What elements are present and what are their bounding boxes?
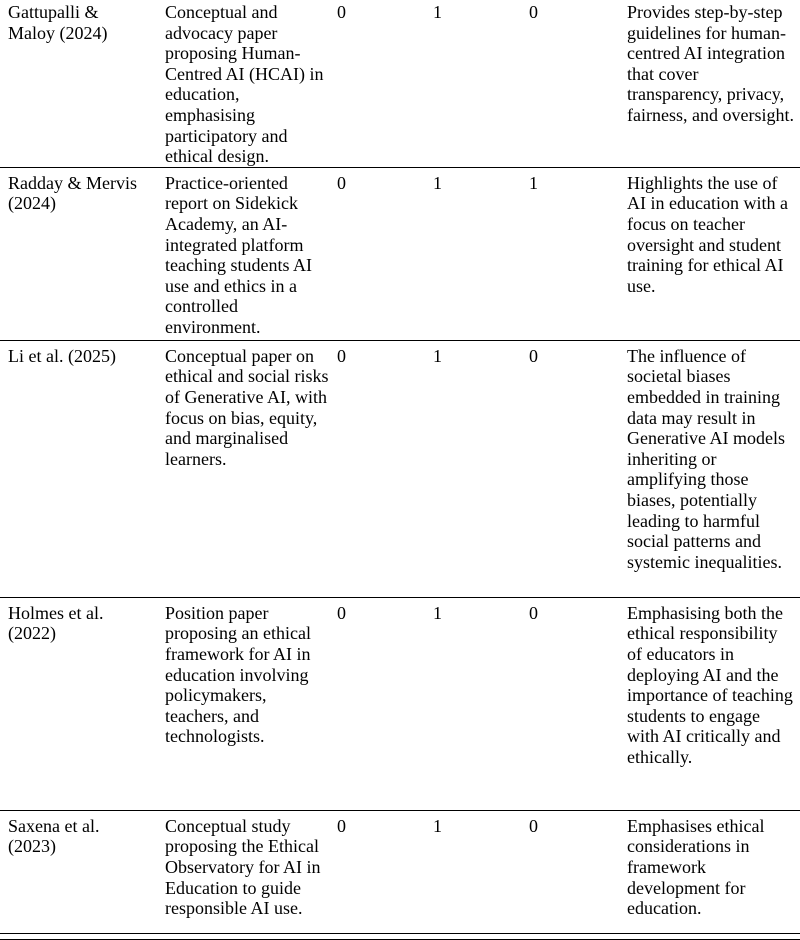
author-cell: Gattupalli & Maloy (2024) xyxy=(8,2,108,43)
score-cell-3: 0 xyxy=(529,602,538,623)
table-row xyxy=(0,167,800,340)
author-cell: Li et al. (2025) xyxy=(8,345,116,366)
author-cell: Radday & Mervis (2024) xyxy=(8,172,137,214)
table-row xyxy=(0,597,800,810)
table-row xyxy=(0,340,800,597)
score-cell-2: 1 xyxy=(433,2,442,22)
score-cell-2: 1 xyxy=(433,345,442,366)
score-cell-3: 0 xyxy=(529,2,538,22)
description-cell: Conceptual study proposing the Ethical Observatory for AI in Education to guide responsible AI use. xyxy=(165,815,321,919)
description-cell: Conceptual and advocacy paper proposing Human-Centred AI (HCAI) in education, emphasising participatory and ethical design. xyxy=(165,2,324,167)
description-cell: Practice-oriented report on Sidekick Academy, an AI-integrated platform teaching students AI use and ethics in a controlled environment. xyxy=(165,172,312,337)
author-cell: Saxena et al. (2023) xyxy=(8,815,100,857)
table-row xyxy=(0,0,800,167)
score-cell-2: 1 xyxy=(433,172,442,193)
findings-cell: Emphasises ethical considerations in framework development for education. xyxy=(627,815,765,919)
score-cell-1: 0 xyxy=(337,172,346,193)
findings-cell: Highlights the use of AI in education with a focus on teacher oversight and student training for ethical AI use. xyxy=(627,172,788,296)
findings-cell: Emphasising both the ethical responsibility of educators in deploying AI and the importance of teaching students to engage with AI critically and ethically. xyxy=(627,602,793,767)
description-cell: Position paper proposing an ethical framework for AI in education involving policymakers, teachers, and technologists. xyxy=(165,602,311,747)
table-row xyxy=(0,810,800,933)
score-cell-2: 1 xyxy=(433,602,442,623)
score-cell-3: 0 xyxy=(529,815,538,836)
score-cell-1: 0 xyxy=(337,815,346,836)
findings-cell: The influence of societal biases embedded in training data may result in Generative AI models inheriting or amplifying those biases, potentially leading to harmful social patterns and systemic inequalities. xyxy=(627,345,785,572)
description-cell: Conceptual paper on ethical and social risks of Generative AI, with focus on bias, equity, and marginalised learners. xyxy=(165,345,329,469)
score-cell-1: 0 xyxy=(337,345,346,366)
score-cell-3: 0 xyxy=(529,345,538,366)
score-cell-3: 1 xyxy=(529,172,538,193)
score-cell-1: 0 xyxy=(337,2,346,22)
score-cell-1: 0 xyxy=(337,602,346,623)
author-cell: Holmes et al. (2022) xyxy=(8,602,104,644)
findings-cell: Provides step-by-step guidelines for human-centred AI integration that cover transparency, privacy, fairness, and oversight. xyxy=(627,2,794,125)
score-cell-2: 1 xyxy=(433,815,442,836)
